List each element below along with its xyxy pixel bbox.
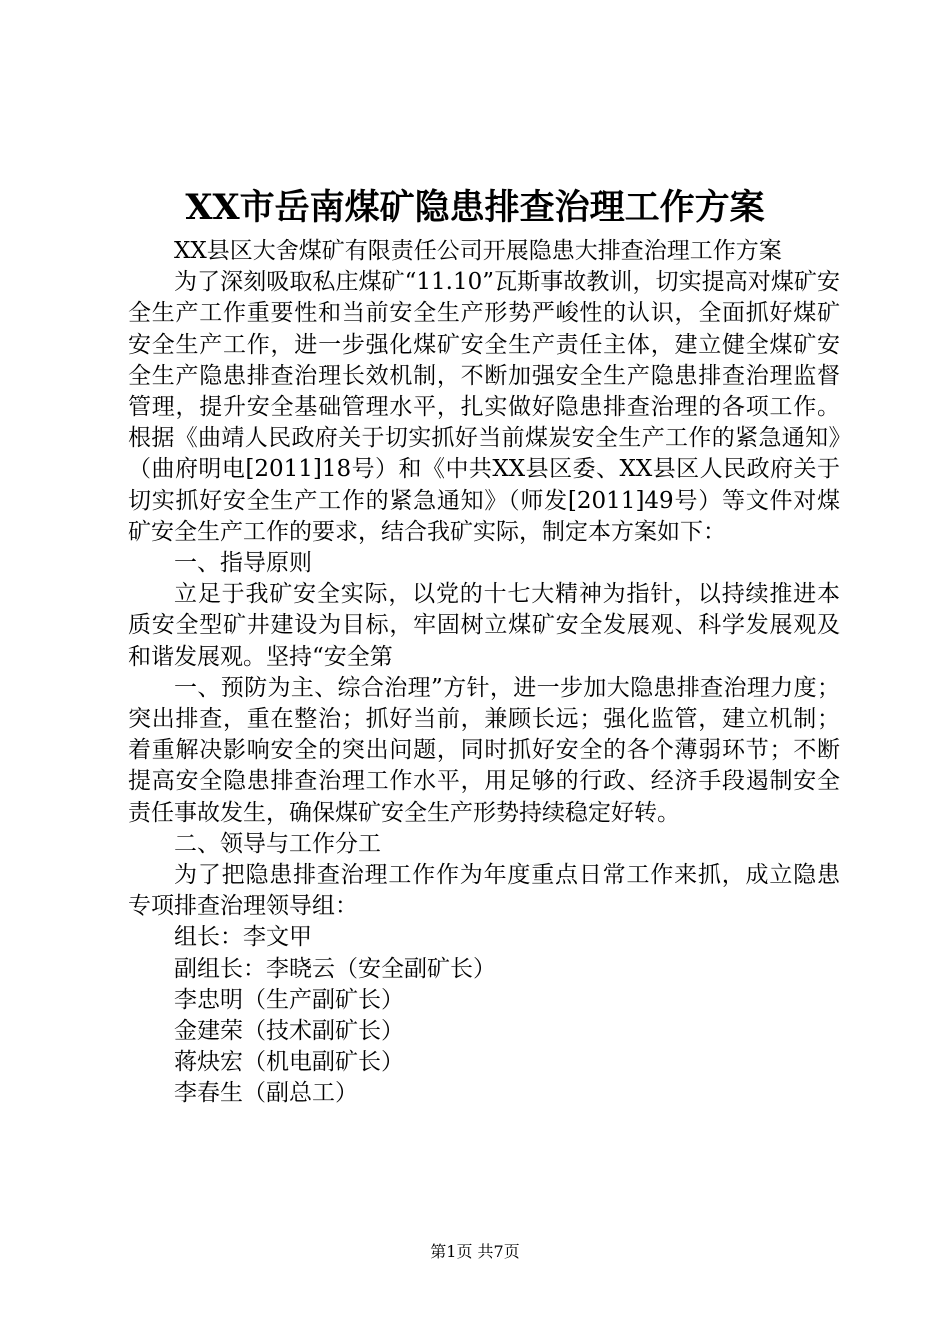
- paragraph: 一、预防为主、综合治理”方针，进一步加大隐患排查治理力度；突出排查，重在整治；抓好当前，兼顾长远；强化监管，建立机制；着重解决影响安全的突出问题，同时抓好安全的各个薄弱环节；不断提高安全隐患排查治理工作水平，用足够的行政、经济手段遏制安全责任事故发生，确保煤矿安全生产形势持续稳定好转。: [128, 674, 840, 826]
- list-item: 金建荣（技术副矿长）: [174, 1018, 404, 1045]
- section-heading: 二、领导与工作分工: [174, 830, 381, 857]
- list-item: 李忠明（生产副矿长）: [174, 986, 404, 1013]
- list-item: 副组长：李晓云（安全副矿长）: [174, 955, 496, 982]
- list-item: 李春生（副总工）: [174, 1080, 358, 1107]
- document-title: XX市岳南煤矿隐患排查治理工作方案: [185, 187, 765, 228]
- section-heading: 一、指导原则: [174, 550, 312, 577]
- document-body: [128, 236, 840, 1110]
- paragraph: 立足于我矿安全实际，以党的十七大精神为指针，以持续推进本质安全型矿井建设为目标，牢固树立煤矿安全发展观、科学发展观及和谐发展观。坚持“安全第: [128, 581, 840, 670]
- paragraph: 为了把隐患排查治理工作作为年度重点日常工作来抓，成立隐患专项排查治理领导组：: [128, 862, 840, 920]
- paragraph: XX县区大舍煤矿有限责任公司开展隐患大排查治理工作方案: [174, 238, 782, 264]
- paragraph: 为了深刻吸取私庄煤矿“11.10”瓦斯事故教训，切实提高对煤矿安全生产工作重要性和当前安全生产形势严峻性的认识，全面抓好煤矿安全生产工作，进一步强化煤矿安全生产责任主体，建立健全煤矿安全生产隐患排查治理长效机制，不断加强安全生产隐患排查治理监督管理，提升安全基础管理水平，扎实做好隐患排查治理的各项工作。根据《曲靖人民政府关于切实抓好当前煤炭安全生产工作的紧急通知》（曲府明电[2011]18号）和《中共XX县区委、XX县区人民政府关于切实抓好安全生产工作的紧急通知》（师发[2011]49号）等文件对煤矿安全生产工作的要求，结合我矿实际，制定本方案如下：: [128, 269, 840, 545]
- list-item: 蒋炔宏（机电副矿长）: [174, 1049, 404, 1076]
- list-item: 组长：李文甲: [174, 924, 312, 951]
- page-footer: 第1页 共7页: [430, 1242, 520, 1261]
